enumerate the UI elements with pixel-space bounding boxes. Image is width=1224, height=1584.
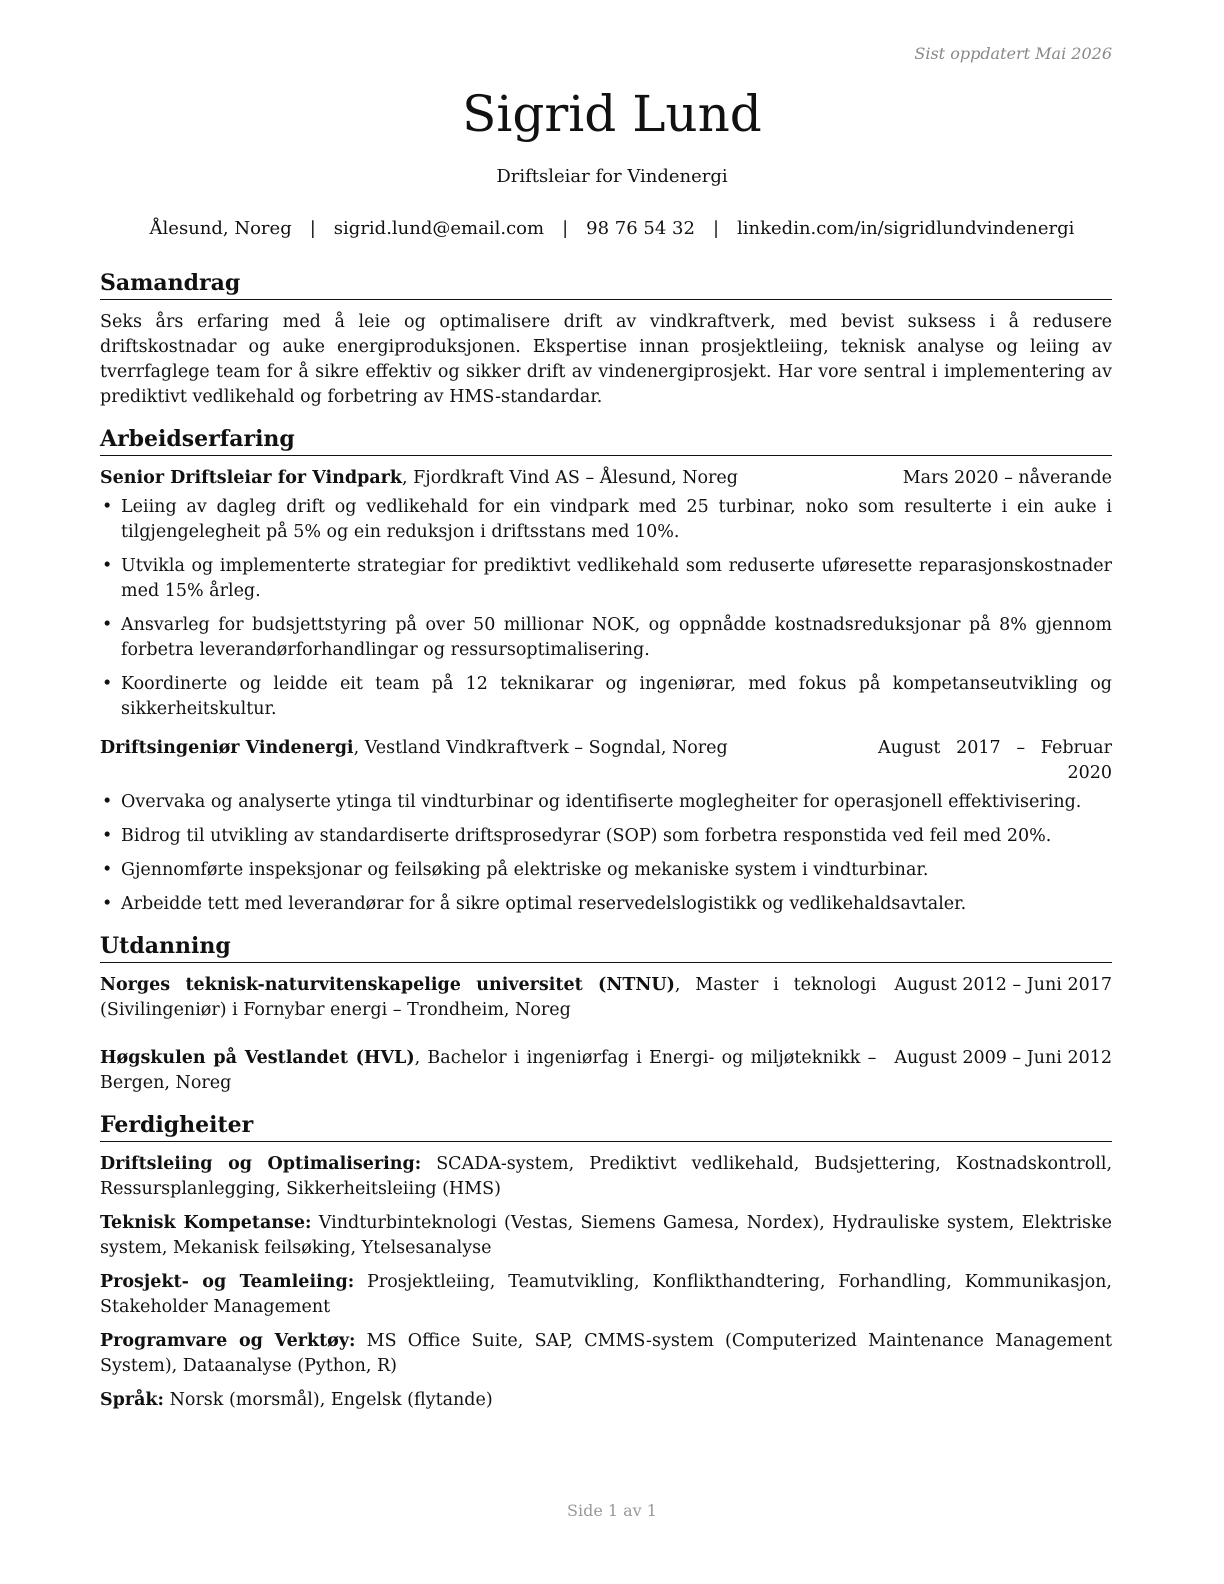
- job-bullet: • Leiing av dagleg drift og vedlikehald for ein vindpark med 25 turbinar, noko som resulterte i ein auke i tilgjengelegheit på 5% og ein reduksjon i driftsstans med 10%.: [100, 495, 1112, 545]
- job-bullets: [100, 495, 1112, 722]
- skill-label: Språk:: [100, 1390, 165, 1410]
- skill-label: Driftsleiing og Optimalisering:: [100, 1154, 422, 1174]
- education-detail: , Bachelor i ingeniørfag i Energi- og miljøteknikk – Bergen, Noreg: [100, 1048, 877, 1093]
- candidate-title: Driftsleiar for Vindenergi: [496, 166, 728, 187]
- skill-label: Teknisk Kompetanse:: [100, 1213, 312, 1233]
- skill-row: [100, 1211, 1112, 1261]
- job-org: , Fjordkraft Vind AS – Ålesund, Noreg: [402, 468, 738, 488]
- job-header: [100, 736, 1112, 786]
- job-entry: [100, 736, 1112, 917]
- summary-text: Seks års erfaring med å leie og optimalisere drift av vindkraftverk, med bevist suksess i å redusere driftskostnadar og auke energiproduksjonen. Ekspertise innan prosjektleiing, teknisk analyse og leiing av tverrfaglege team for å sikre effektiv og sikker drift av vindenergiprosjekt. Har vore sentral i implementering av prediktivt vedlikehald og forbetring av HMS-standardar.: [100, 312, 1112, 407]
- job-dates: Mars 2020 – nåverande: [902, 468, 1112, 488]
- contact-separator: |: [562, 218, 569, 239]
- page-number: Side 1 av 1: [567, 1501, 657, 1520]
- job-bullets: [100, 790, 1112, 917]
- education-line: [100, 1046, 876, 1096]
- job-dates: August 2017 – Februar 2020: [878, 738, 1112, 783]
- contact-location: Ålesund, Noreg: [149, 218, 292, 239]
- education-detail: , Master i teknologi (Sivilingeniør) i Fornybar energi – Trondheim, Noreg: [100, 975, 877, 1020]
- education-dates: August 2009 – Juni 2012: [894, 1048, 1112, 1068]
- job-bullet: • Arbeidde tett med leverandørar for å sikre optimal reservedelslogistikk og vedlikehaldsavtaler.: [100, 892, 1112, 917]
- job-bullet: • Koordinerte og leidde eit team på 12 teknikarar og ingeniørar, med fokus på kompetanseutvikling og sikkerheitskultur.: [100, 672, 1112, 722]
- skills-section: [100, 1110, 1112, 1413]
- job-bullet: • Overvaka og analyserte ytinga til vindturbinar og identifiserte moglegheiter for operasjonell effektivisering.: [100, 790, 1112, 815]
- skill-row: [100, 1388, 1112, 1413]
- contact-line: [0, 218, 1224, 239]
- section-heading-experience: Arbeidserfaring: [100, 424, 1112, 456]
- education-school: Høgskulen på Vestlandet (HVL): [100, 1048, 415, 1068]
- skill-text: MS Office Suite, SAP, CMMS-system (Computerized Maintenance Management System), Dataanalyse (Python, R): [100, 1331, 1112, 1376]
- summary-section: [100, 268, 1112, 410]
- education-entry: [100, 1046, 1112, 1096]
- education-entry: [100, 973, 1112, 1023]
- job-bullet: • Ansvarleg for budsjettstyring på over 50 millionar NOK, og oppnådde kostnadsreduksjonar på 8% gjennom forbetra leverandørforhandlingar og ressursoptimalisering.: [100, 613, 1112, 663]
- skill-row: [100, 1329, 1112, 1379]
- job-title-line: [100, 736, 858, 786]
- section-heading-education: Utdanning: [100, 931, 1112, 963]
- job-role: Driftsingeniør Vindenergi: [100, 738, 354, 758]
- skill-label: Programvare og Verktøy:: [100, 1331, 356, 1351]
- skill-text: Vindturbinteknologi (Vestas, Siemens Gamesa, Nordex), Hydrauliske system, Elektriske system, Mekanisk feilsøking, Ytelsesanalyse: [100, 1213, 1112, 1258]
- job-bullet: • Gjennomførte inspeksjonar og feilsøking på elektriske og mekaniske system i vindturbinar.: [100, 858, 1112, 883]
- contact-separator: |: [309, 218, 316, 239]
- skill-text: Norsk (morsmål), Engelsk (flytande): [164, 1390, 493, 1410]
- education-section: [100, 931, 1112, 1096]
- skill-row: [100, 1152, 1112, 1202]
- job-bullet: • Utvikla og implementerte strategiar for prediktivt vedlikehald som reduserte uføresette reparasjonskostnader med 15% årleg.: [100, 554, 1112, 604]
- skill-label: Prosjekt- og Teamleiing:: [100, 1272, 355, 1292]
- candidate-name: Sigrid Lund: [462, 85, 762, 143]
- section-heading-skills: Ferdigheiter: [100, 1110, 1112, 1142]
- job-entry: [100, 466, 1112, 722]
- education-dates: August 2012 – Juni 2017: [894, 975, 1112, 995]
- contact-email[interactable]: sigrid.lund@email.com: [333, 218, 545, 239]
- skill-text: SCADA-system, Prediktivt vedlikehald, Budsjettering, Kostnadskontroll, Ressursplanlegging, Sikkerheitsleiing (HMS): [100, 1154, 1113, 1199]
- skill-row: [100, 1270, 1112, 1320]
- last-updated: Sist oppdatert Mai 2026: [914, 44, 1112, 63]
- job-org: , Vestland Vindkraftverk – Sogndal, Noreg: [353, 738, 728, 758]
- contact-phone[interactable]: 98 76 54 32: [586, 218, 695, 239]
- skill-text: Prosjektleiing, Teamutvikling, Konflikthandtering, Forhandling, Kommunikasjon, Stakeholder Management: [100, 1272, 1112, 1317]
- education-school: Norges teknisk-naturvitenskapelige universitet (NTNU): [100, 975, 675, 995]
- section-heading-summary: Samandrag: [100, 268, 1112, 300]
- contact-separator: |: [712, 218, 720, 239]
- job-header: [100, 466, 1112, 491]
- experience-section: [100, 424, 1112, 917]
- job-bullet: • Bidrog til utvikling av standardiserte driftsprosedyrar (SOP) som forbetra responstida ved feil med 20%.: [100, 824, 1112, 849]
- contact-linkedin[interactable]: linkedin.com/in/sigridlundvindenergi: [737, 218, 1075, 239]
- job-title-line: [100, 466, 883, 491]
- job-role: Senior Driftsleiar for Vindpark: [100, 468, 403, 488]
- education-line: [100, 973, 876, 1023]
- resume-body: [100, 268, 1112, 1427]
